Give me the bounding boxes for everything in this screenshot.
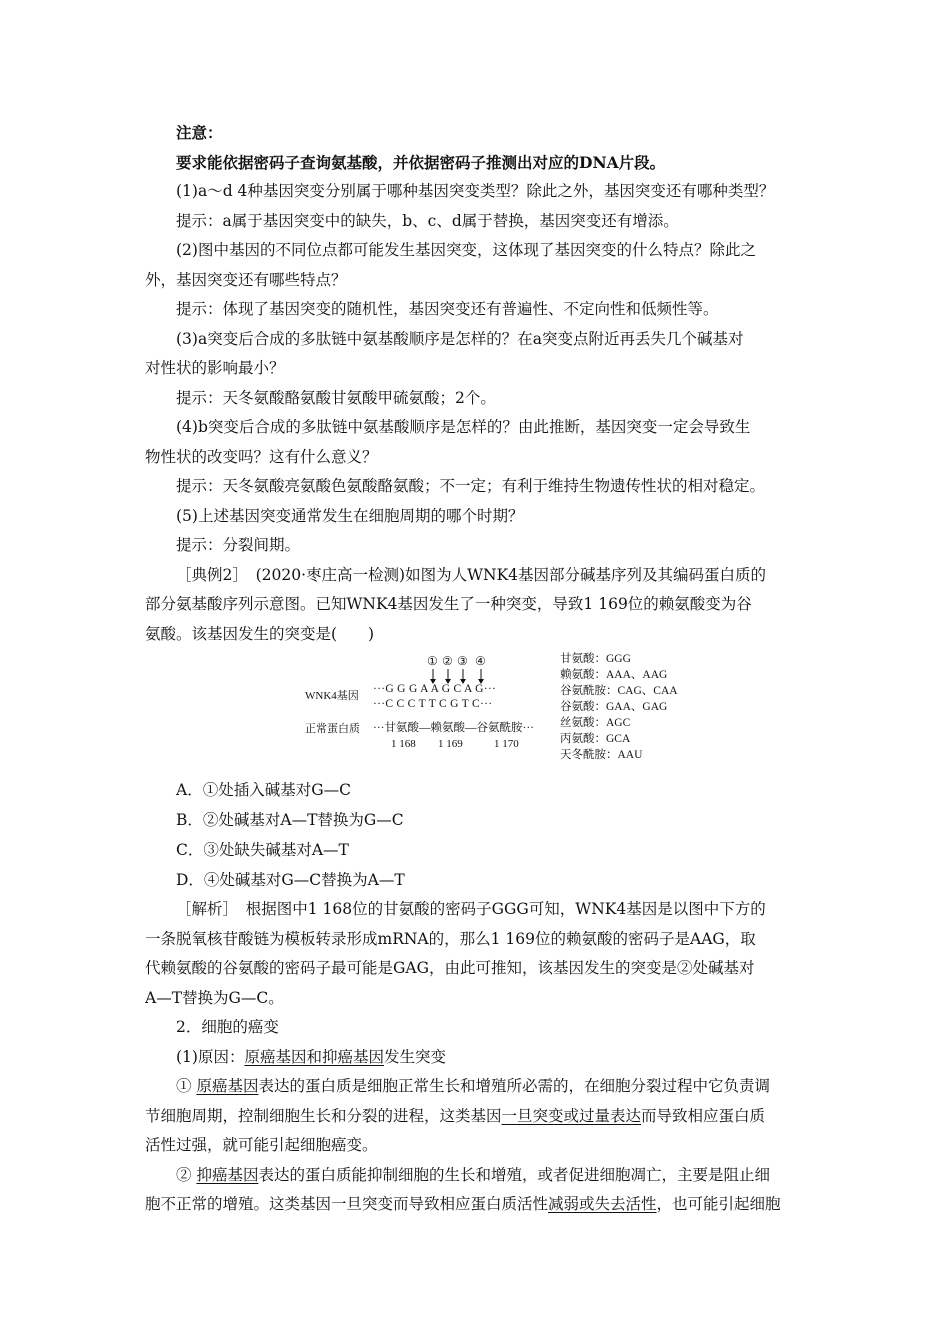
marker-4: ④ [475,654,486,668]
cause-prefix: (1)原因： [176,1047,245,1066]
codon-row-5: 丝氨酸：AGC [560,717,631,729]
protein-chain: ···甘氨酸—赖氨酸—谷氨酰胺··· [373,722,534,734]
diagram-svg [145,651,810,771]
p1-line2-underlined: 一旦突变或过量表达 [501,1106,642,1125]
question-1: (1)a～d 4种基因突变分别属于哪种基因突变类型？除此之外，基因突变还有哪种类型？ [176,182,775,200]
question-4-line-2: 物性状的改变吗？这有什么意义？ [145,447,378,466]
question-2-line-1: (2)图中基因的不同位点都可能发生基因突变，这体现了基因突变的什么特点？除此之 [176,241,756,259]
tumor-suppressor-line-1 [145,1161,810,1191]
question-4-line-1: (4)b突变后合成的多肽链中氨基酸顺序是怎样的？由此推断，基因突变一定会导致生 [176,418,751,436]
hint-1: 提示：a属于基因突变中的缺失，b、c、d属于替换，基因突变还有增添。 [176,211,679,230]
analysis-line-1: ［解析］ 根据图中1 168位的甘氨酸的密码子GGG可知，WNK4基因是以图中下方的 [176,900,766,918]
codon-row-2: 赖氨酸：AAA、AAG [560,669,668,681]
codon-row-6: 丙氨酸：GCA [560,733,631,745]
marker-1: ① [427,654,438,668]
cause-line [145,1043,810,1073]
position-1170: 1 170 [494,738,519,750]
example-line-3: 氨酸。该基因发生的突变是( ) [145,624,375,643]
bottom-strand: ···C C C T T C G T C··· [373,698,493,710]
p2-marker: ② [176,1165,197,1184]
notice-title: 注意： [176,123,223,142]
p2-line2-underlined: 减弱或失去活性 [548,1195,657,1213]
wnk4-gene-diagram [145,651,810,771]
analysis-line-4: A—T替换为G—C。 [145,988,284,1007]
marker-3: ③ [457,654,468,668]
proto-oncogene-line-1 [145,1072,810,1102]
marker-arrows [433,669,481,681]
top-strand: ···G G G A A G C A G··· [373,683,497,695]
notice-body: 要求能依据密码子查询氨基酸，并依据密码子推测出对应的DNA片段。 [176,152,666,172]
position-1168: 1 168 [391,738,416,750]
p2-line2-a: 胞不正常的增殖。这类基因一旦突变而导致相应蛋白质活性 [145,1195,549,1213]
codon-row-7: 天冬酰胺：AAU [560,749,643,761]
cause-underlined: 原癌基因和抑癌基因 [244,1047,384,1066]
protein-label: 正常蛋白质 [305,723,360,735]
cause-suffix: 发生突变 [383,1047,446,1066]
option-c: C．③处缺失碱基对A—T [176,841,349,859]
analysis-line-3: 代赖氨酸的谷氨酸的密码子最可能是GAG，由此可推知，该基因发生的突变是②处碱基对 [145,959,755,977]
proto-oncogene-line-2 [145,1102,810,1132]
p1-line2-b: 而导致相应蛋白质 [641,1106,766,1125]
codon-row-1: 甘氨酸：GGG [560,653,631,665]
hint-4: 提示：天冬氨酸亮氨酸色氨酸酪氨酸；不一定；有利于维持生物遗传性状的相对稳定。 [176,477,766,495]
p1-text: 表达的蛋白质是细胞正常生长和增殖所必需的，在细胞分裂过程中它负责调 [258,1077,770,1095]
hint-2: 提示：体现了基因突变的随机性，基因突变还有普遍性、不定向性和低频性等。 [176,300,719,318]
hint-3: 提示：天冬氨酸酪氨酸甘氨酸甲硫氨酸；2个。 [176,388,496,407]
codon-row-3: 谷氨酰胺：CAG、CAA [560,685,678,697]
hint-5: 提示：分裂间期。 [176,536,301,554]
p1-line2-a: 节细胞周期，控制细胞生长和分裂的进程，这类基因 [145,1106,502,1125]
question-3-line-2: 对性状的影响最小？ [145,359,285,377]
question-3-line-1: (3)a突变后合成的多肽链中氨基酸顺序是怎样的？在a突变点附近再丢失几个碱基对 [176,329,744,348]
question-2-line-2: 外，基因突变还有哪些特点？ [145,270,347,289]
section-2-heading: 2．细胞的癌变 [176,1018,279,1036]
gene-label: WNK4基因 [305,690,359,702]
codon-row-4: 谷氨酸：GAA、GAG [560,701,668,713]
position-1169: 1 169 [438,738,463,750]
option-b: B．②处碱基对A—T替换为G—C [176,811,404,829]
option-a: A．①处插入碱基对G—C [176,781,351,799]
p1-marker: ① [176,1077,197,1095]
tumor-suppressor-term: 抑癌基因 [196,1165,259,1184]
example-line-1: ［典例2］ (2020·枣庄高一检测)如图为人WNK4基因部分碱基序列及其编码蛋白质的 [176,565,767,584]
proto-oncogene-term: 原癌基因 [196,1077,259,1095]
marker-2: ② [442,654,453,668]
example-line-2: 部分氨基酸序列示意图。已知WNK4基因发生了一种突变，导致1 169位的赖氨酸变为谷 [145,595,752,613]
proto-oncogene-line-3: 活性过强，就可能引起细胞癌变。 [145,1136,378,1154]
option-d: D．④处碱基对G—C替换为A—T [176,871,405,889]
p2-text: 表达的蛋白质能抑制细胞的生长和增殖，或者促进细胞凋亡，主要是阻止细 [258,1165,770,1184]
analysis-line-2: 一条脱氧核苷酸链为模板转录形成mRNA的，那么1 169位的赖氨酸的密码子是AAG，取 [145,929,756,948]
p2-line2-b: ，也可能引起细胞 [656,1195,781,1213]
document-page [145,118,810,1220]
tumor-suppressor-line-2 [145,1190,810,1220]
question-5: (5)上述基因突变通常发生在细胞周期的哪个时期？ [176,506,524,525]
